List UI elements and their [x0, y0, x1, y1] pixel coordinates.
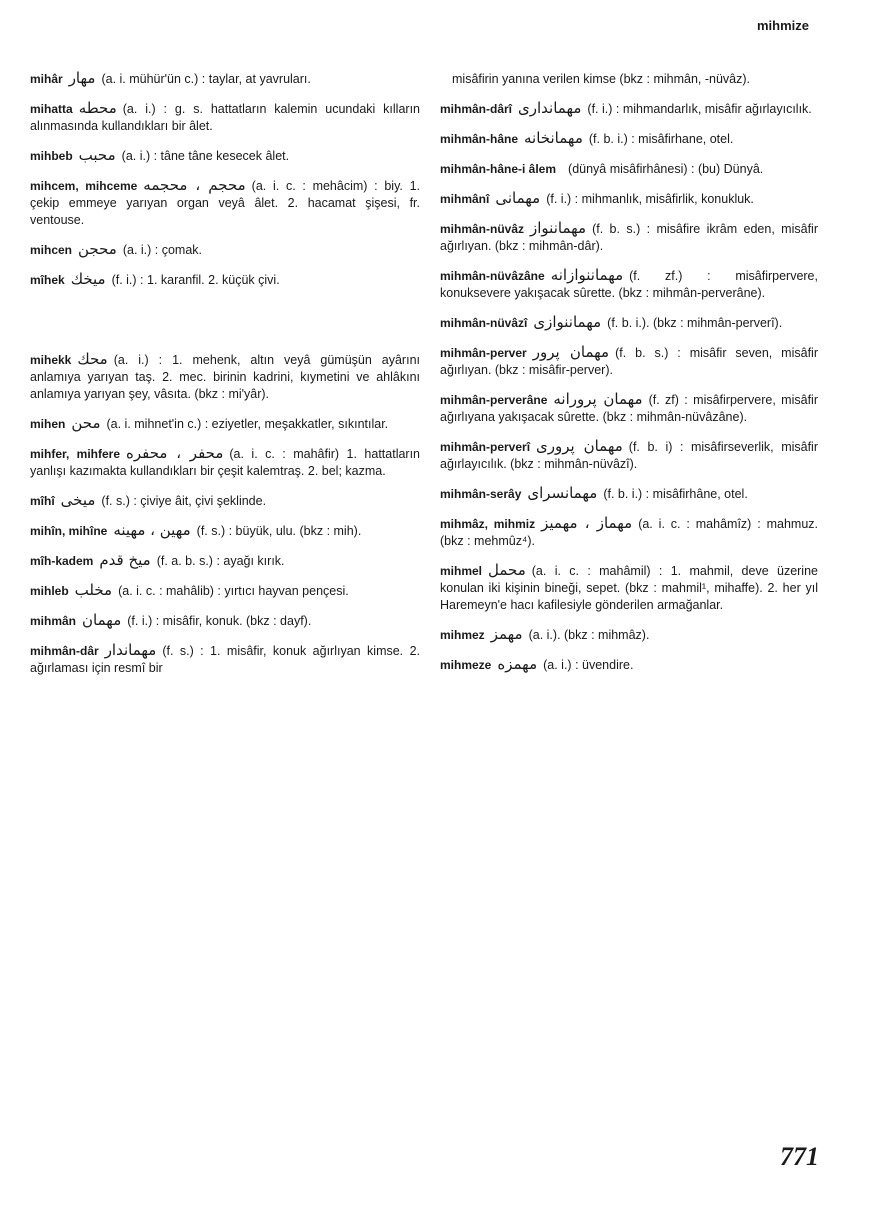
- definition: (f. i.) : mihmandarlık, misâfir ağırlayıcılık.: [587, 102, 812, 116]
- arabic-script: محفر ، محفره: [126, 444, 224, 462]
- dictionary-entry: [30, 351, 420, 403]
- arabic-script: مهار: [68, 69, 96, 87]
- arabic-script: مهمانداری: [518, 99, 582, 117]
- definition: (f. s.) : çiviye âit, çivi şeklinde.: [101, 494, 267, 508]
- definition: (a. i. mihnet'in c.) : eziyetler, meşakkatler, sıkıntılar.: [106, 417, 389, 431]
- headword: mihmel: [440, 564, 483, 578]
- arabic-script: مهمانخانه: [524, 129, 583, 147]
- headword: mihatta: [30, 102, 73, 116]
- headword: mihmân-serây: [440, 487, 522, 501]
- arabic-script: محجم ، محجمه: [143, 176, 246, 194]
- dictionary-entry: [440, 267, 818, 302]
- dictionary-entry: [440, 562, 818, 614]
- headword: mihmân-nüvâzî: [440, 316, 528, 330]
- headword: mihmâz, mihmiz: [440, 517, 536, 531]
- arabic-script: مهمان: [82, 611, 122, 629]
- dictionary-entry: [30, 271, 420, 289]
- headword: mîh-kadem: [30, 554, 94, 568]
- headword: mihcem, mihceme: [30, 179, 138, 193]
- definition: (a. i. c. : mahâmîz) : mahmuz. (bkz : mehmûz⁴).: [440, 517, 818, 548]
- definition: (f. zf.) : misâfirpervere, konuksevere yakışacak sûrette. (bkz : mihmân-perverâne).: [440, 269, 818, 300]
- definition: (dünyâ misâfirhânesi) : (bu) Dünyâ.: [568, 162, 764, 176]
- definition: (f. zf) : misâfirpervere, misâfir ağırlıyana yakışacak sûrette. (bkz : mihmân-nüvâzâne).: [440, 393, 818, 424]
- dictionary-entry: [440, 656, 818, 674]
- arabic-script: محبب: [78, 146, 116, 164]
- arabic-script: مهمان پرور: [532, 343, 610, 361]
- arabic-script: مهمانی: [495, 189, 541, 207]
- headword: mihekk: [30, 353, 72, 367]
- arabic-script: محك: [77, 350, 108, 368]
- headword: mîhî: [30, 494, 55, 508]
- arabic-script: میخی: [60, 491, 96, 509]
- definition: (a. i.) : tâne tâne kesecek âlet.: [121, 149, 290, 163]
- dictionary-entry: [30, 147, 420, 165]
- dictionary-entry: [440, 100, 818, 118]
- arabic-script: محطه: [78, 99, 117, 117]
- definition: (f. b. s.) : misâfir seven, misâfir ağırlıyan. (bkz : misâfir-perver).: [440, 346, 818, 377]
- definition: (a. i.) : çomak.: [122, 243, 203, 257]
- headword: mihîn, mihîne: [30, 524, 108, 538]
- dictionary-entry: [440, 626, 818, 644]
- definition: (a. i. c. : mahâfir) 1. hattatların yanlışı kazımakta kullandıkları bir çeşit kalemtraş. 2. bel; kazma.: [30, 447, 421, 478]
- dictionary-entry: [30, 582, 420, 600]
- headword: mihmânî: [440, 192, 490, 206]
- headword: mihmân-perverî: [440, 440, 531, 454]
- definition: (f. b. i.). (bkz : mihmân-perverî).: [607, 316, 783, 330]
- arabic-script: مهماننوازی: [533, 313, 602, 331]
- definition: (f. b. i) : misâfirseverlik, misâfir ağırlayıcılık. (bkz : mihmân-nüvâzî).: [440, 440, 818, 471]
- dictionary-entry: [30, 70, 420, 88]
- arabic-script: مهماننوازانه: [550, 266, 624, 284]
- dictionary-entry: [440, 485, 818, 503]
- dictionary-entry: [440, 438, 818, 473]
- running-head: mihmize: [756, 18, 809, 33]
- definition: (f. b. i.) : misâfirhâne, otel.: [603, 487, 748, 501]
- dictionary-entry: [30, 445, 420, 480]
- dictionary-entry: [440, 344, 818, 379]
- definition: (a. i.). (bkz : mihmâz).: [528, 628, 650, 642]
- dictionary-entry: [440, 515, 818, 550]
- definition: misâfirin yanına verilen kimse (bkz : mihmân, -nüvâz).: [452, 72, 751, 86]
- headword: mihmân-hâne-i âlem: [440, 162, 557, 176]
- arabic-script: محمل: [488, 561, 526, 579]
- definition: (f. i.) : 1. karanfil. 2. küçük çivi.: [111, 273, 280, 287]
- arabic-script: محن: [71, 414, 101, 432]
- arabic-script: میخ قدم: [99, 551, 151, 569]
- dictionary-entry: [30, 552, 420, 570]
- blank-space: [30, 301, 420, 351]
- headword: mihmân-perver: [440, 346, 527, 360]
- definition: (a. i. c. : mahâlib) : yırtıcı hayvan pençesi.: [118, 584, 349, 598]
- arabic-script: مهمان پروری: [536, 437, 623, 455]
- headword: mihmân-dâr: [30, 644, 99, 658]
- dictionary-entry: [30, 492, 420, 510]
- dictionary-entry: [30, 241, 420, 259]
- arabic-script: مهماننواز: [530, 219, 587, 237]
- headword: mihmân-dârî: [440, 102, 513, 116]
- dictionary-entry: [440, 220, 818, 255]
- definition: (f. a. b. s.) : ayağı kırık.: [156, 554, 285, 568]
- arabic-script: مهماز ، مهمیز: [541, 514, 633, 532]
- dictionary-entry: [440, 190, 818, 208]
- headword: mihmân-nüvâz: [440, 222, 525, 236]
- dictionary-entry: [440, 314, 818, 332]
- arabic-script: میخك: [70, 270, 106, 288]
- definition: (f. i.) : misâfir, konuk. (bkz : dayf).: [127, 614, 312, 628]
- dictionary-entry: [30, 177, 420, 229]
- definition: (f. s.) : 1. misâfir, konuk ağırlıyan kimse. 2. ağırlaması için resmî bir: [30, 644, 420, 675]
- page-number: 771: [780, 1142, 819, 1171]
- definition: (f. s.) : büyük, ulu. (bkz : mih).: [196, 524, 362, 538]
- headword: mihmân-hâne: [440, 132, 519, 146]
- headword: mihen: [30, 417, 66, 431]
- definition: (a. i.) : g. s. hattatların kalemin ucundaki kılların alınmasında kullandıkları bir âlet.: [30, 102, 420, 133]
- headword: mihmân-perverâne: [440, 393, 548, 407]
- dictionary-entry: [30, 642, 420, 677]
- dictionary-entry: [30, 522, 420, 540]
- headword: mihmez: [440, 628, 485, 642]
- headword: mîhek: [30, 273, 65, 287]
- arabic-script: مهمز: [490, 625, 523, 643]
- dictionary-entry: [440, 70, 818, 88]
- definition: (a. i. c. : mahâmil) : 1. mahmil, deve üzerine konulan iki kişinin bineği, sepet. (bkz : mahmil¹, mihaffe). 2. her yıl Haremeyn'e hacı kafilesiyle gönderilen armağanlar.: [440, 564, 818, 612]
- headword: mihmân-nüvâzâne: [440, 269, 545, 283]
- dictionary-entry: [30, 415, 420, 433]
- definition: (f. i.) : mihmanlık, misâfirlik, konukluk.: [546, 192, 754, 206]
- definition: (a. i.) : 1. mehenk, altın veyâ gümüşün ayârını anlamıya yarıyan taş. 2. mec. birinin kadrini, kıymetini ve ahlâkını anlamıya yarıyan şey, vâsıta. (bkz : mi'yâr).: [30, 353, 420, 401]
- headword: mihmeze: [440, 658, 492, 672]
- arabic-script: مهمزه: [497, 655, 538, 673]
- headword: mihâr: [30, 72, 63, 86]
- definition: (a. i. c. : mehâcim) : biy. 1. çekip emmeye yarıyan organ veyâ âlet. 2. hacamat şişesi, fr. ventouse.: [30, 179, 421, 227]
- definition: (a. i. mühür'ün c.) : taylar, at yavruları.: [101, 72, 311, 86]
- dictionary-entry: [440, 160, 818, 178]
- headword: mihbeb: [30, 149, 73, 163]
- arabic-script: مهماندار: [104, 641, 157, 659]
- arabic-script: محجن: [78, 240, 117, 258]
- headword: mihcen: [30, 243, 73, 257]
- arabic-script: مخلب: [74, 581, 113, 599]
- definition: (a. i.) : üvendire.: [543, 658, 634, 672]
- definition: (f. b. i.) : misâfirhane, otel.: [588, 132, 734, 146]
- arabic-script: مهین ، مهینه: [113, 521, 191, 539]
- headword: mihmân: [30, 614, 77, 628]
- arabic-script: مهمانسرای: [527, 484, 598, 502]
- dictionary-entry: [440, 391, 818, 426]
- dictionary-entry: [30, 100, 420, 135]
- right-column: [440, 70, 818, 686]
- dictionary-entry: [440, 130, 818, 148]
- arabic-script: مهمان پرورانه: [553, 390, 643, 408]
- dictionary-entry: [30, 612, 420, 630]
- left-column: [30, 70, 420, 689]
- definition: (f. b. s.) : misâfire ikrâm eden, misâfir ağırlıyan. (bkz : mihmân-dâr).: [440, 222, 818, 253]
- headword: mihfer, mihfere: [30, 447, 121, 461]
- headword: mihleb: [30, 584, 69, 598]
